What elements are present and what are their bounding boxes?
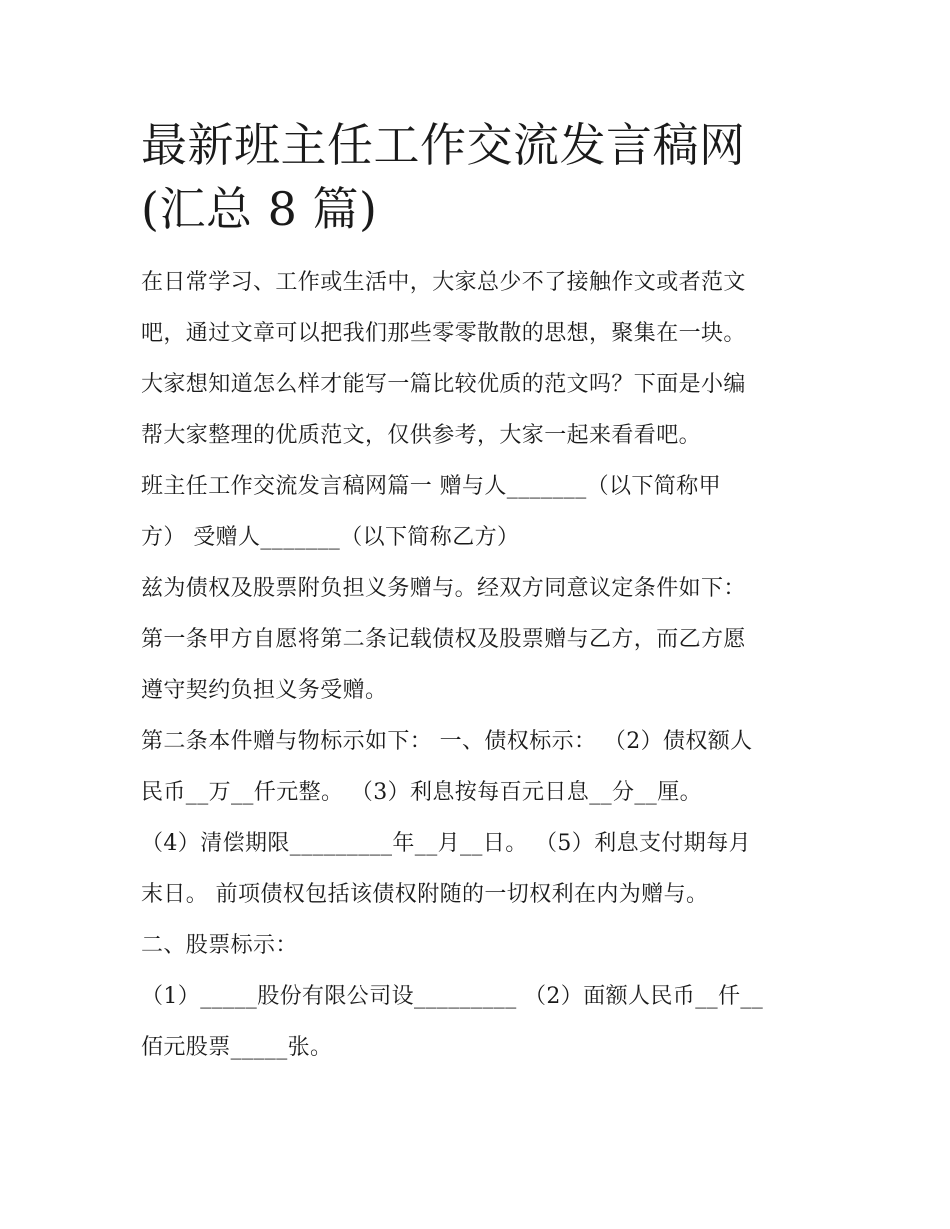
body-line: 末日。 前项债权包括该债权附随的一切权利在内为赠与。: [141, 882, 709, 907]
body-line: 第二条本件赠与物标示如下： 一、债权标示： （2）债权额人: [141, 729, 753, 754]
body-line: 大家想知道怎么样才能写一篇比较优质的范文吗？下面是小编: [141, 372, 746, 397]
body-line: 民币__万__仟元整。 （3）利息按每百元日息__分__厘。: [141, 780, 702, 805]
document-body: [141, 257, 821, 1073]
document-content: [141, 113, 821, 1073]
body-line: （4）清偿期限_________年__月__日。 （5）利息支付期每月: [141, 831, 751, 856]
body-line: 第一条甲方自愿将第二条记载债权及股票赠与乙方，而乙方愿: [141, 627, 746, 652]
body-line: （1）_____股份有限公司设_________ （2）面额人民币__仟__: [141, 984, 764, 1009]
body-line: 班主任工作交流发言稿网篇一 赠与人_______（以下简称甲: [141, 474, 721, 499]
body-line: 帮大家整理的优质范文，仅供参考，大家一起来看看吧。: [141, 423, 702, 448]
body-line: 佰元股票_____张。: [141, 1035, 333, 1060]
body-line: 吧，通过文章可以把我们那些零零散散的思想，聚集在一块。: [141, 321, 746, 346]
body-line: 遵守契约负担义务受赠。: [141, 678, 388, 703]
body-line: 在日常学习、工作或生活中，大家总少不了接触作文或者范文: [141, 270, 746, 295]
body-line: 二、股票标示：: [141, 933, 298, 958]
body-line: 方） 受赠人_______（以下简称乙方）: [141, 525, 520, 550]
title-line: (汇总 8 篇): [141, 182, 378, 236]
document-title: [141, 113, 821, 241]
title-line: 最新班主任工作交流发言稿网: [141, 118, 746, 172]
body-line: 兹为债权及股票附负担义务赠与。经双方同意议定条件如下：: [141, 576, 746, 601]
